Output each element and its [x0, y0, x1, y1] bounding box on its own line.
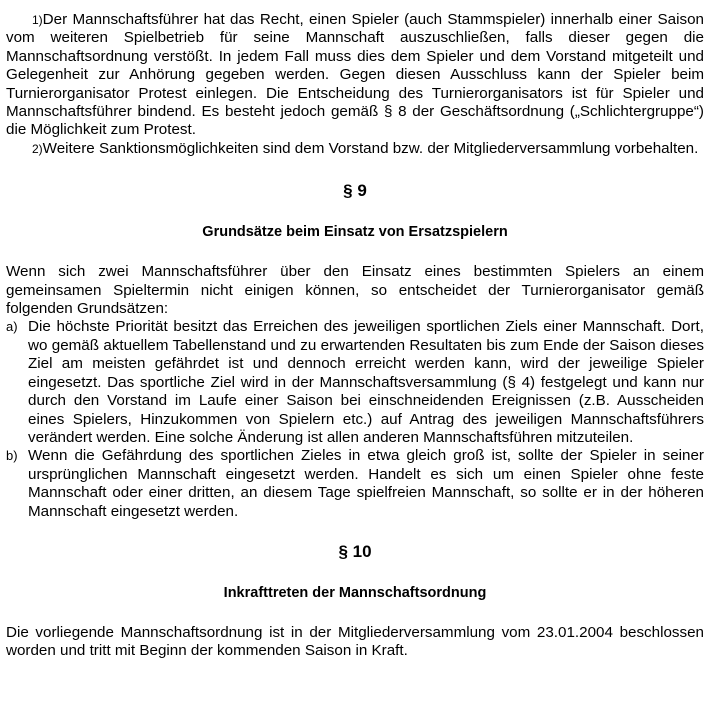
paragraph-text: Weitere Sanktionsmöglichkeiten sind dem Vorstand bzw. der Mitgliederversammlung vorbehalten.	[42, 139, 699, 157]
list-item-text: Wenn die Gefährdung des sportlichen Zieles in etwa gleich groß ist, sollte der Spieler in seiner ursprünglichen Mannschaft eingesetzt werden. Handelt es sich um einen Spieler ohne feste Mannschaft oder einer dritten, an diesem Tage spielfreien Mannschaft, so sollte er in der höheren Mannschaft eingesetzt werden.	[28, 447, 704, 520]
paragraph-further-sanctions	[6, 140, 704, 158]
paragraph-number: 1)	[32, 13, 43, 27]
section-9-intro: Wenn sich zwei Mannschaftsführer über den Einsatz eines bestimmten Spielers an einem gemeinsamen Spieltermin nicht einigen können, so entscheidet der Turnierorganisator gemäß folgenden Grundsätzen:	[6, 263, 704, 318]
paragraph-number: 2)	[32, 141, 43, 156]
list-marker: b)	[6, 448, 18, 464]
list-marker: a)	[6, 319, 18, 335]
paragraph-exclusion-rule	[6, 11, 704, 140]
list-item-a	[6, 318, 704, 447]
section-9-number: § 9	[343, 181, 367, 201]
list-item-text: Die höchste Priorität besitzt das Erreichen des jeweiligen sportlichen Ziels einer Mannschaft. Dort, wo gemäß aktuellem Tabellenstand und zu erwartenden Resultaten bis zum Ende der Saison dieses Ziel am meisten gefährdet ist und dennoch erreicht werden kann, wird der jeweilige Spieler eingesetzt. Das sportliche Ziel wird in der Mannschaftsversammlung (§ 4) festgelegt und kann nur durch den Vorstand im Laufe einer Saison bei einschneidenden Ereignissen (z.B. Ausscheiden eines Spielers, Hinzukommen von Spielern etc.) auf Antrag des jeweiligen Mannschaftsführers verändert werden. Eine solche Änderung ist allen anderen Mannschaftsführen mitzuteilen.	[28, 318, 704, 446]
section-9-title: Grundsätze beim Einsatz von Ersatzspielern	[202, 224, 508, 241]
section-10-text: Die vorliegende Mannschaftsordnung ist in der Mitgliederversammlung vom 23.01.2004 beschlossen worden und tritt mit Beginn der kommenden Saison in Kraft.	[6, 623, 704, 660]
document-page	[6, 11, 704, 661]
section-10-title: Inkrafttreten der Mannschaftsordnung	[223, 584, 487, 601]
section-10-number: § 10	[338, 541, 372, 561]
paragraph-text: Der Mannschaftsführer hat das Recht, einen Spieler (auch Stammspieler) innerhalb einer Saison vom weiteren Spielbetrieb für seine Mannschaft auszuschließen, falls dieser gegen die Mannschaftsordnung verstößt. In jedem Fall muss dies dem Spieler und dem Vorstand mitgeteilt und Gelegenheit zur Anhörung gegeben werden. Gegen diesen Ausschluss kann der Spieler beim Turnierorganisator Protest einlegen. Die Entscheidung des Turnierorganisators ist für Spieler und Mannschaftsführer bindend. Es besteht jedoch gemäß § 8 der Geschäftsordnung („Schlichtergruppe“) die Möglichkeit zum Protest.	[6, 11, 704, 139]
list-item-b	[6, 447, 704, 521]
